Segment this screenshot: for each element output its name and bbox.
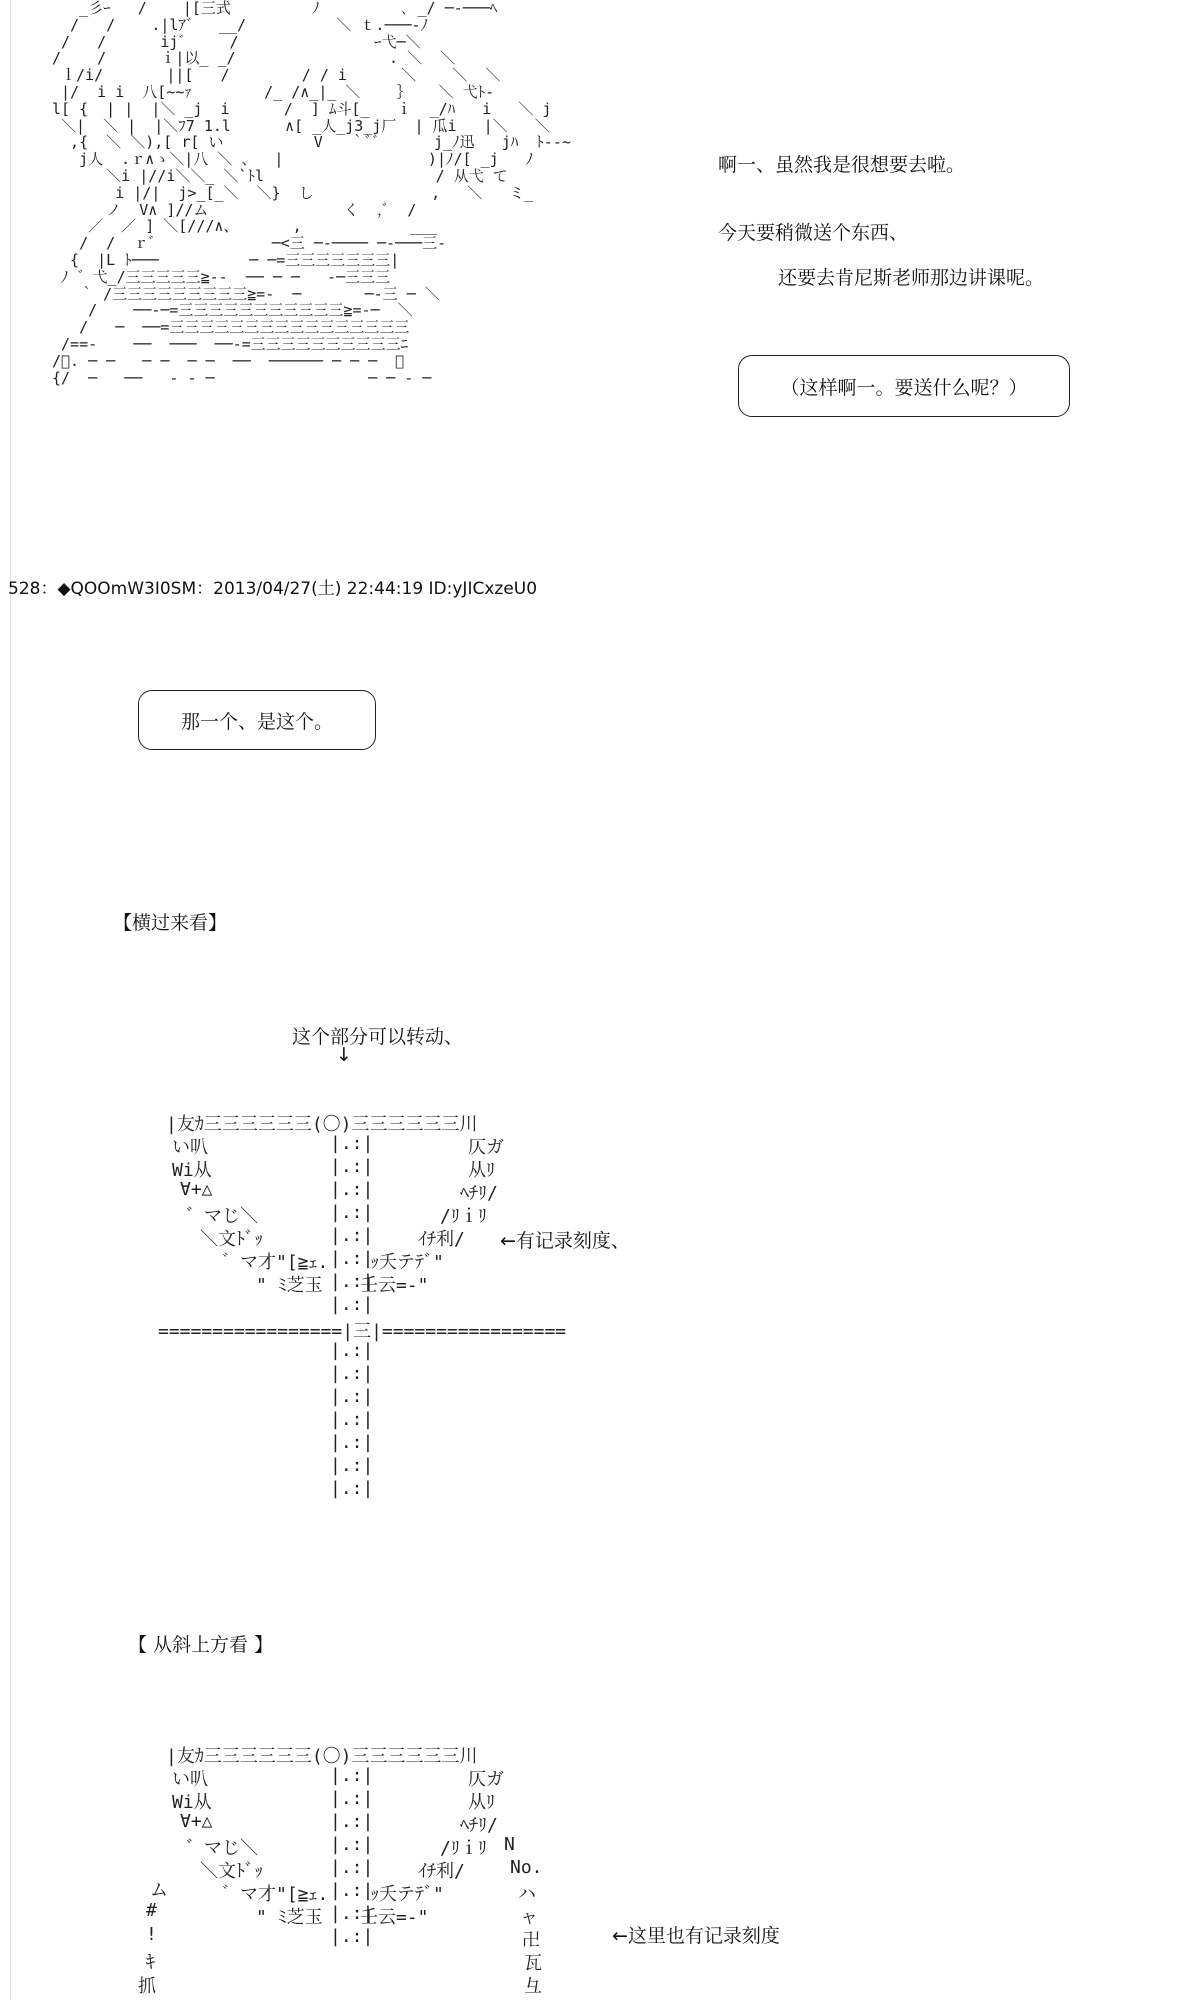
dial-1-stem: |.:| xyxy=(330,1156,374,1177)
dial-2-stem: |.:| xyxy=(330,1788,374,1809)
dial-1-left-row: " ﾐ芝玉 xyxy=(256,1275,323,1296)
dial-1-stem: |.:| xyxy=(330,1340,374,1361)
dial-1-top-bar: |友ｶ三三三三三三(〇)三三三三三三川 xyxy=(166,1114,478,1135)
speech-bubble-2-text: 那一个、是这个。 xyxy=(180,710,333,733)
dial-2-left-row: ゛マじ＼ xyxy=(186,1838,258,1859)
speech-bubble-1 xyxy=(738,355,1070,417)
dial-1-right-row: ﾍﾁﾘ/ xyxy=(460,1183,498,1204)
dial-2-left-row: ＼文ﾄﾞｯ xyxy=(200,1861,263,1882)
dial-2-stem: |.:| xyxy=(330,1765,374,1786)
dial-1-left-row: ＼文ﾄﾞｯ xyxy=(200,1229,263,1250)
narration-line-3: 还要去肯尼斯老师那边讲课呢。 xyxy=(778,267,1045,289)
dial-1-stem: |.:| xyxy=(330,1432,374,1453)
right-strand-char: No. xyxy=(510,1857,543,1878)
dial-2-right-row: 壬云=-" xyxy=(360,1907,429,1928)
dial-2-right-row: ｲﾁ利/ xyxy=(418,1861,465,1882)
right-strand-char: 瓦 xyxy=(524,1953,542,1974)
dial-1-right-row: /ﾘｉﾘ xyxy=(440,1206,487,1227)
left-strand-char: ム xyxy=(150,1880,168,1901)
dial-1-stem: |.:| xyxy=(330,1179,374,1200)
dial-2-right-row: /ﾘｉﾘ xyxy=(440,1838,487,1859)
dial-1-left-row: Wi从 xyxy=(172,1160,212,1181)
dial-2-right-row: ﾍﾁﾘ/ xyxy=(460,1815,498,1836)
dial-2-left-row: ∀+△ xyxy=(180,1811,213,1832)
dial-2-left-row: い叭 xyxy=(172,1769,208,1790)
left-strand-char: 抓 xyxy=(138,1976,156,1997)
dial-2-stem: |.:| xyxy=(330,1811,374,1832)
dial-1-left-row: い叭 xyxy=(172,1137,208,1158)
dial-1-stem: |.:| xyxy=(330,1386,374,1407)
dial-1-left-row: ∀+△ xyxy=(180,1179,213,1200)
dial-2-stem: |.:| xyxy=(330,1880,374,1901)
dial-1-stem: |.:| xyxy=(330,1202,374,1223)
dial-1-crossbar: =================|三|================= xyxy=(158,1321,567,1342)
narration-line-1: 啊一、虽然我是很想要去啦。 xyxy=(718,154,966,176)
dial-1-right-row: ｲﾁ利/ xyxy=(418,1229,465,1250)
dial-1-stem: |.:| xyxy=(330,1478,374,1499)
dial-1-left-row: ゛マじ＼ xyxy=(186,1206,258,1227)
side-view-label: 【横过来看】 xyxy=(113,912,228,934)
speech-bubble-2 xyxy=(138,690,376,750)
margin-line xyxy=(10,0,11,2000)
right-strand-char: ャ xyxy=(520,1907,538,1928)
dial-1-stem: |.:| xyxy=(330,1409,374,1430)
top-view-label: 【 从斜上方看 】 xyxy=(128,1634,274,1656)
dial-2-stem: |.:| xyxy=(330,1857,374,1878)
dial-2-top-bar: |友ｶ三三三三三三(〇)三三三三三三川 xyxy=(166,1746,478,1767)
right-strand-char: 彑 xyxy=(524,1976,542,1997)
dial-2-right-row: 仄ガ xyxy=(468,1769,504,1790)
dial-1-right-row: 壬云=-" xyxy=(360,1275,429,1296)
dial-1-stem: |.:| xyxy=(330,1133,374,1154)
dial-2-right-row: 从ﾘ xyxy=(468,1792,495,1813)
scale-note: ←有记录刻度、 xyxy=(500,1230,630,1252)
dial-2-right-row: ｯ夭テﾃﾞ" xyxy=(370,1884,444,1905)
dial-2-stem: |.:| xyxy=(330,1926,374,1947)
dial-1-stem: |.:| xyxy=(330,1294,374,1315)
dial-1-right-row: ｯ夭テﾃﾞ" xyxy=(370,1252,444,1273)
dial-1-stem: |.:| xyxy=(330,1455,374,1476)
rotate-arrow: ↓ xyxy=(336,1044,352,1066)
top-view-note: ←这里也有记录刻度 xyxy=(612,1925,780,1947)
dial-1-right-row: 仄ガ xyxy=(468,1137,504,1158)
dial-2-stem: |.:| xyxy=(330,1834,374,1855)
dial-1-stem: |.:| xyxy=(330,1225,374,1246)
dial-1-left-row: ゛マ才"[≧ｪ. xyxy=(222,1252,329,1273)
dial-1-stem: |.:| xyxy=(330,1248,374,1269)
left-strand-char: # xyxy=(146,1900,157,1921)
left-strand-char: ｷ xyxy=(146,1952,155,1973)
ascii-art-character: _彡ｰ / |[三式 ﾉ ､ _/ ─‐───ﾍ / / .|lｱ゛ __/ ＼ ｔ.───‐ﾉ / / ij゛ / ｰ弋─＼ / / ｉ|以_ _/ . ＼ ＼ ｌ/i/ ||[ / / / i ＼ ＼ ＼ |/ i i 八[~~ｧ /_ /∧_|_ ＼ ｝ ＼ 弋ﾄ- l[ { | | |＼ _j i / ] ﾑ斗[_ ｉ _/ﾊ i ＼ j ＼| ＼ | |＼ﾌ7 1.l ∧[ _人_j3_j厂 | 瓜i |＼ ＼ ,{ ＼ ＼),[ r[ い V ｀ﾞﾞ j_ﾉ迅 jﾊ ﾄ--~ j人 .ｒ∧ゝ＼|八 ＼ 、 | )|ﾉ/[ _j ﾉ ＼i |//i＼＼_ ＼`ﾄl / 从弋 て i |/| j>_[_＼ ＼} し , ＼ ミ_ ノ V∧ ]//ム く ,ﾞ / ／ ／ ] ＼[///∧、 , ___ / / ｒ゛ ─<三 ─‐──── ─‐───三‐ { |L ﾄ─── ─ ─=三三三三三三三| ﾉ ゛弋_/三三三三三≧-‐ ── ─ ─ ‐─三三三 ｀ /三三三三三三三三三≧=‐ ─ ─‐三 ─ ＼ / ──‐─=三三三三三三三三三三三≧=‐─ ＼ / ─ ──=三三三三三三三三三三三三三三三三 /==‐ ── ─── ──‐=三三三三三三三三三三ﾆ /ﾞ. ─ ─ ─ ─ ─ ─ ── ────── ─ ─ ─ ＼ {/ ─ ── ‐ ‐ ─ ─ ─ ‐ ─ xyxy=(52,0,571,387)
dial-2-left-row: Wi从 xyxy=(172,1792,212,1813)
narration-line-2: 今天要稍微送个东西、 xyxy=(718,222,909,244)
dial-1-right-row: 从ﾘ xyxy=(468,1160,495,1181)
left-strand-char: ! xyxy=(146,1924,157,1945)
right-strand-char: ハ xyxy=(518,1884,536,1905)
dial-2-stem: |.:| xyxy=(330,1903,374,1924)
dial-2-left-row: ゛マ才"[≧ｪ. xyxy=(222,1884,329,1905)
right-strand-char: N xyxy=(504,1834,515,1855)
speech-bubble-1-text: （这样啊一。要送什么呢？） xyxy=(780,376,1028,399)
dial-2-left-row: " ﾐ芝玉 xyxy=(256,1907,323,1928)
dial-1-stem: |.:| xyxy=(330,1271,374,1292)
right-strand-char: 卍 xyxy=(522,1930,540,1951)
rotate-note: 这个部分可以转动、 xyxy=(292,1026,464,1048)
post-header: 528：◆QOOmW3I0SM：2013/04/27(土) 22:44:19 ID:yJICxzeU0 xyxy=(8,579,538,599)
dial-1-stem: |.:| xyxy=(330,1363,374,1384)
